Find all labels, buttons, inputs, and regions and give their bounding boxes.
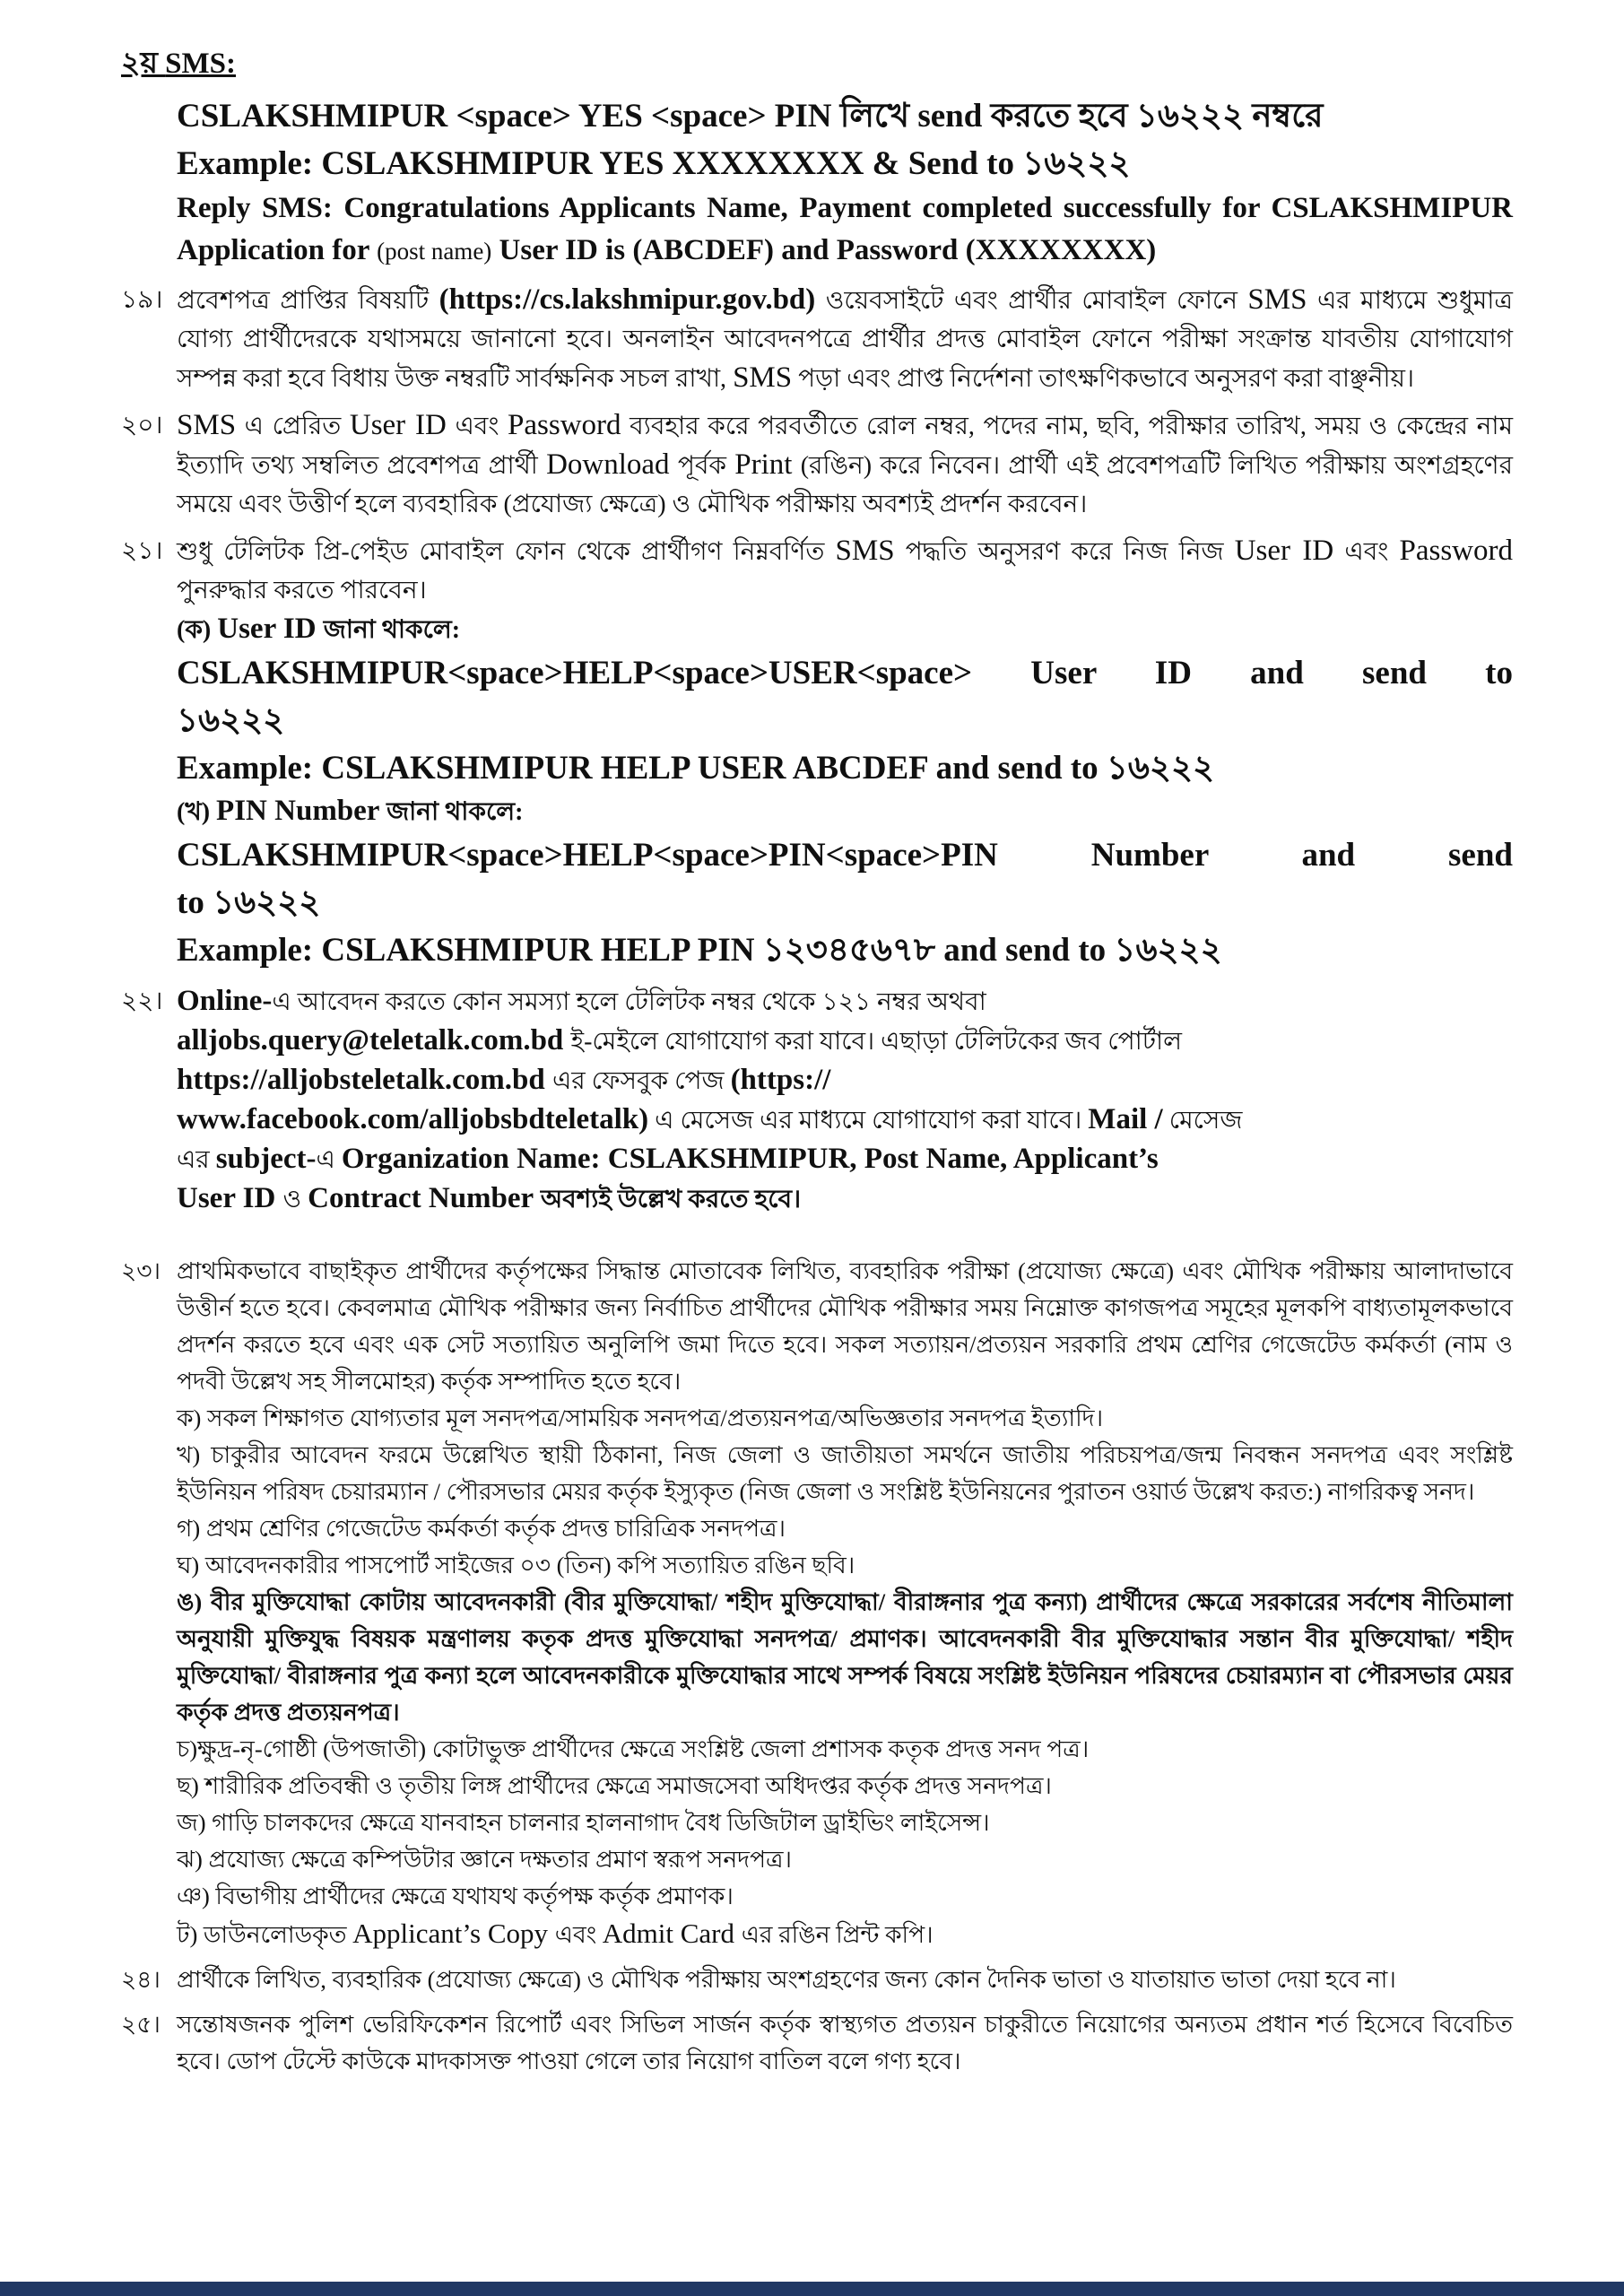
text-run: Example: CSLAKSHMIPUR HELP USER ABCDEF and send to ১৬২২২: [177, 750, 1215, 787]
help-user-example: [177, 744, 1513, 792]
item-number: ২৫।: [121, 2011, 161, 2038]
text-run: এবং: [554, 1921, 603, 1948]
item-19: [121, 281, 1513, 398]
text-run: ঙ) বীর মুক্তিযোদ্ধা কোটায় আবেদনকারী (বীর মুক্তিযোদ্ধা/ শহীদ মুক্তিযোদ্ধা/ বীরাঙ্গনার পুত্র কন্যা) প্রার্থীদের ক্ষেত্রে সরকারের সর্বশেষ নীতিমালা অনুযায়ী মুক্তিযুদ্ধ বিষয়ক মন্ত্রণালয় কতৃক প্রদত্ত মুক্তিযোদ্ধা সনদপত্র/ প্রমাণক। আবেদনকারী বীর মুক্তিযোদ্ধার সন্তান বীর মুক্তিযোদ্ধা/ শহীদ মুক্তিযোদ্ধা/ বীরাঙ্গনার পুত্র কন্যা হলে আবেদনকারীকে মুক্তিযোদ্ধার সাথে সম্পর্ক বিষয়ে সংশ্লিষ্ট ইউনিয়ন পরিষদের চেয়ারম্যান বা পৌরসভার মেয়র কর্তৃক প্রদত্ত প্রত্যয়নপত্র।: [177, 1588, 1513, 1726]
item-number: ২১।: [121, 537, 163, 565]
text-run: Mail /: [1088, 1103, 1163, 1135]
text-run: পূর্বক: [669, 452, 735, 480]
text-run: ক) সকল শিক্ষাগত যোগ্যতার মূল সনদপত্র/সাময়িক সনদপত্র/প্রত্যয়নপত্র/অভিজ্ঞতার সনদপত্র ইত্যাদি।: [177, 1405, 1104, 1431]
text-run: alljobs.query@teletalk.com.bd: [177, 1024, 571, 1057]
item-number: ২৩।: [121, 1257, 161, 1284]
text-run: ১৬২২২: [177, 702, 285, 739]
sms-reply-text: [177, 187, 1513, 273]
text-run: চ)ক্ষুদ্র-নৃ-গোষ্ঠী (উপজাতী) কোটাভুক্ত প্রার্থীদের ক্ষেত্রে সংশ্লিষ্ট জেলা প্রশাসক কতৃক প্রদত্ত সনদ পত্র।: [177, 1735, 1090, 1762]
text-run: SMS: [733, 361, 793, 394]
text-run: Example: CSLAKSHMIPUR HELP PIN ১২৩৪৫৬৭৮ and send to ১৬২২২: [177, 932, 1222, 969]
text-run: এ আবেদন করতে কোন সমস্যা হলে টেলিটক নম্বর থেকে ১২১ নম্বর অথবা: [272, 988, 986, 1016]
sub-item-kha: [177, 1437, 1513, 1510]
text-run: পড়া এবং প্রাপ্ত নির্দেশনা তাৎক্ষণিকভাবে অনুসরণ করা বাঞ্ছনীয়।: [792, 365, 1415, 393]
sub-item-cha: [177, 1731, 1513, 1768]
item-number: ২৪।: [121, 1966, 161, 1993]
sub-item-ga: [177, 1510, 1513, 1547]
help-user-command-line2: [177, 697, 1513, 744]
text-run: অবশ্যই উল্লেখ করতে হবে।: [540, 1186, 802, 1213]
item-body: [177, 406, 1513, 524]
text-run: শুধু টেলিটক প্রি-পেইড মোবাইল ফোন থেকে প্রার্থীগণ নিম্নবর্ণিত: [177, 538, 836, 566]
item-number: ২২।: [121, 987, 163, 1015]
text-run: User ID: [177, 1182, 283, 1214]
text-run: to ১৬২২২: [177, 884, 321, 921]
text-run: ২য়: [121, 48, 166, 80]
text-run: (https://cs.lakshmipur.gov.bd): [439, 283, 816, 316]
text-run: (https://: [730, 1064, 831, 1096]
text-run: ছ) শারীরিক প্রতিবন্ধী ও তৃতীয় লিঙ্গ প্রার্থীদের ক্ষেত্রে সমাজসেবা অধিদপ্তর কর্তৃক প্রদত্ত সনদপত্র।: [177, 1772, 1052, 1799]
item-20: [121, 406, 1513, 524]
text-run: Download: [546, 448, 670, 481]
item-24: [121, 1961, 1513, 1998]
sub-item-gha: [177, 1547, 1513, 1584]
text-run: এর রঙিন প্রিন্ট কপি।: [741, 1921, 934, 1948]
text-run: Example: CSLAKSHMIPUR YES XXXXXXXX & Send to ১৬২২২: [177, 145, 1131, 182]
item-body: [177, 1253, 1513, 1953]
sub-item-jha: [177, 1841, 1513, 1878]
item-body: [177, 532, 1513, 974]
text-run: Password: [508, 409, 621, 441]
text-run: ওয়েবসাইটে এবং প্রার্থীর মোবাইল ফোনে: [815, 287, 1248, 315]
text-run: এর: [177, 1146, 216, 1174]
doc-heading: [121, 45, 1513, 83]
help-pin-command-line1: [177, 831, 1513, 879]
text-run: এর ফেসবুক পেজ: [551, 1067, 731, 1095]
text-run: PIN Number: [216, 795, 387, 827]
text-run: User ID: [349, 409, 447, 441]
text-run: গ) প্রথম শ্রেণির গেজেটেড কর্মকর্তা কর্তৃক প্রদত্ত চারিত্রিক সনদপত্র।: [177, 1515, 786, 1542]
text-run: করতে হবে ১৬২২২ নম্বরে: [990, 98, 1324, 135]
text-run: জানা থাকলে:: [323, 616, 461, 644]
text-run: https://alljobsteletalk.com.bd: [177, 1064, 552, 1096]
text-run: খ) চাকুরীর আবেদন ফরমে উল্লেখিত স্থায়ী ঠিকানা, নিজ জেলা ও জাতীয়তা সমর্থনে জাতীয় পরিচয়পত্র/জন্ম নিবন্ধন সনদপত্র এবং সংশ্লিষ্ট ইউনিয়ন পরিষদ চেয়ারম্যান / পৌরসভার মেয়র কর্তৃক ইস্যুকৃত (নিজ জেলা ও সংশ্লিষ্ট ইউনিয়নের পুরাতন ওয়ার্ড উল্লেখ করত:) নাগরিকত্ব সনদ।: [177, 1441, 1513, 1505]
sub-item-ka: [177, 1400, 1513, 1437]
text-run: পদ্ধতি অনুসরণ করে নিজ নিজ: [894, 538, 1235, 566]
item-21-intro: [177, 532, 1513, 610]
text-run: এ: [316, 1146, 342, 1174]
text-run: Reply SMS: Congratulations Applicants Name, Payment completed successfully for CSLAKSHMIPUR Application for: [177, 192, 1513, 266]
option-ka-label: [177, 610, 1513, 649]
help-user-command-line1: [177, 649, 1513, 697]
item-body: [177, 281, 1513, 398]
text-run: ঘ) আবেদনকারীর পাসপোর্ট সাইজের ০৩ (তিন) কপি সত্যায়িত রঙিন ছবি।: [177, 1552, 855, 1578]
text-run: CSLAKSHMIPUR<space>HELP<space>PIN<space>PIN Number and send: [177, 837, 1513, 874]
text-run: CSLAKSHMIPUR<space>HELP<space>USER<space> User ID and send to: [177, 655, 1513, 691]
sub-item-ta: [177, 1915, 1513, 1953]
item-22-text: [177, 982, 1513, 1219]
text-run: Applicant’s Copy: [352, 1918, 555, 1949]
item-19-text: [177, 281, 1513, 398]
text-run: মেসেজ: [1162, 1107, 1243, 1135]
text-run: জানা থাকলে:: [386, 798, 524, 826]
text-run: User ID: [1234, 535, 1334, 567]
text-run: Print: [734, 448, 793, 481]
sub-item-nio: [177, 1878, 1513, 1915]
item-22: [121, 982, 1513, 1219]
item-25-text: [177, 2006, 1513, 2080]
text-run: Online-: [177, 985, 273, 1017]
text-run: (রঙিন) করে নিবেন। প্রার্থী এই প্রবেশপত্রটি লিখিত পরীক্ষায় অংশগ্রহণের সময়ে এবং উত্তীর্ণ হলে ব্যবহারিক (প্রযোজ্য ক্ষেত্রে) ও মৌখিক পরীক্ষায় অবশ্যই প্রদর্শন করবেন।: [177, 452, 1514, 518]
text-run: User ID is (ABCDEF) and Password (XXXXXXXX): [491, 234, 1157, 266]
text-run: SMS: [177, 409, 237, 441]
text-run: প্রবেশপত্র প্রাপ্তির বিষয়টি: [177, 287, 439, 315]
page-footer-bar: [0, 2282, 1624, 2296]
text-run: SMS:: [165, 48, 236, 80]
item-25: [121, 2006, 1513, 2080]
item-number: ১৯।: [121, 286, 163, 314]
text-run: SMS: [1247, 283, 1307, 316]
text-run: জ) গাড়ি চালকদের ক্ষেত্রে যানবাহন চালনার হালনাগাদ বৈধ ডিজিটাল ড্রাইভিং লাইসেন্স।: [177, 1809, 990, 1836]
text-run: (ক): [177, 616, 218, 644]
text-run: Organization Name: CSLAKSHMIPUR, Post Name, Applicant’s: [341, 1143, 1159, 1175]
text-run: SMS: [835, 535, 895, 567]
item-body: [177, 982, 1513, 1219]
text-run: send: [917, 98, 991, 135]
help-pin-example: [177, 926, 1513, 974]
text-run: (post name): [377, 238, 492, 265]
sms-step-line: [177, 92, 1513, 140]
text-run: Password: [1399, 535, 1514, 567]
document-content: [121, 45, 1513, 2080]
text-run: এবং: [446, 413, 508, 440]
text-run: ও: [282, 1186, 308, 1213]
text-run: Contract Number: [308, 1182, 541, 1214]
item-23: [121, 1253, 1513, 1953]
item-20-text: [177, 406, 1513, 524]
sub-item-chha: [177, 1768, 1513, 1805]
text-run: ট) ডাউনলোডকৃত: [177, 1921, 353, 1948]
text-run: (খ): [177, 798, 217, 826]
text-run: ব্যবহার করে পরবর্তীতে রোল নম্বর, পদের নাম, ছবি, পরীক্ষার তারিখ, সময় ও কেন্দ্রের নাম ইত্যাদি তথ্য সম্বলিত প্রবেশপত্র প্রার্থী: [177, 413, 1514, 480]
sub-item-uno: [177, 1584, 1513, 1731]
text-run: পুনরুদ্ধার করতে পারবেন।: [177, 577, 427, 604]
text-run: ই-মেইলে যোগাযোগ করা যাবে। এছাড়া টেলিটকের জব পোর্টাল: [570, 1028, 1182, 1056]
text-run: এ প্রেরিত: [236, 413, 350, 440]
help-pin-command-line2: [177, 879, 1513, 926]
text-run: লিখে: [839, 98, 918, 135]
text-run: www.facebook.com/alljobsbdteletalk): [177, 1103, 649, 1135]
text-run: প্রার্থীকে লিখিত, ব্যবহারিক (প্রযোজ্য ক্ষেত্রে) ও মৌখিক পরীক্ষায় অংশগ্রহণের জন্য কোন দৈনিক ভাতা ও যাতায়াত ভাতা দেয়া হবে না।: [177, 1966, 1396, 1993]
item-24-text: [177, 1961, 1513, 1998]
sms-example-line: [177, 140, 1513, 187]
item-number: ২০।: [121, 412, 163, 439]
item-body: [177, 2006, 1513, 2080]
text-run: ঞ) বিভাগীয় প্রার্থীদের ক্ষেত্রে যথাযথ কর্তৃপক্ষ কর্তৃক প্রমাণক।: [177, 1883, 734, 1909]
text-run: Admit Card: [602, 1918, 742, 1949]
option-kha-label: [177, 792, 1513, 831]
text-run: subject-: [215, 1143, 317, 1175]
item-23-intro: [177, 1253, 1513, 1400]
text-run: এর মাধ্যমে শুধুমাত্র যোগ্য প্রার্থীদেরকে যথাসময়ে জানানো হবে। অনলাইন আবেদনপত্রে প্রার্থীর প্রদত্ত মোবাইল ফোনে পরীক্ষা সংক্রান্ত যাবতীয় যোগাযোগ সম্পন্ন করা হবে বিধায় উক্ত নম্বরটি সার্বক্ষনিক সচল রাখা,: [177, 287, 1513, 393]
text-run: User ID: [217, 613, 324, 645]
item-body: [177, 1961, 1513, 1998]
text-run: সন্তোষজনক পুলিশ ভেরিফিকেশন রিপোর্ট এবং সিভিল সার্জন কর্তৃক স্বাস্থ্যগত প্রত্যয়ন চাকুরীতে নিয়োগের অন্যতম প্রধান শর্ত হিসেবে বিবেচিত হবে। ডোপ টেস্টে কাউকে মাদকাসক্ত পাওয়া গেলে তার নিয়োগ বাতিল বলে গণ্য হবে।: [177, 2011, 1513, 2074]
text-run: ঝ) প্রযোজ্য ক্ষেত্রে কম্পিউটার জ্ঞানে দক্ষতার প্রমাণ স্বরূপ সনদপত্র।: [177, 1846, 793, 1873]
text-run: এ মেসেজ এর মাধ্যমে যোগাযোগ করা যাবে।: [648, 1107, 1089, 1135]
text-run: এবং: [1333, 538, 1400, 566]
item-21: [121, 532, 1513, 974]
text-run: প্রাথমিকভাবে বাছাইকৃত প্রার্থীদের কর্তৃপক্ষের সিদ্ধান্ত মোতাবেক লিখিত, ব্যবহারিক পরীক্ষা (প্রযোজ্য ক্ষেত্রে) এবং মৌখিক পরীক্ষায় আলাদাভাবে উত্তীর্ন হতে হবে। কেবলমাত্র মৌখিক পরীক্ষার জন্য নির্বাচিত প্রার্থীদের মৌখিক পরীক্ষার সময় নিম্নোক্ত কাগজপত্র সমূহের মূলকপি বাধ্যতামূলকভাবে প্রদর্শন করতে হবে এবং এক সেট সত্যায়িত অনুলিপি জমা দিতে হবে। সকল সত্যায়ন/প্রত্যয়ন সরকারি প্রথম শ্রেণির গেজেটেড কর্মকর্তা (নাম ও পদবী উল্লেখ সহ সীলমোহর) কর্তৃক সম্পাদিত হতে হবে।: [177, 1257, 1513, 1395]
text-run: CSLAKSHMIPUR <space> YES <space> PIN: [177, 98, 840, 135]
sub-item-ja: [177, 1805, 1513, 1841]
